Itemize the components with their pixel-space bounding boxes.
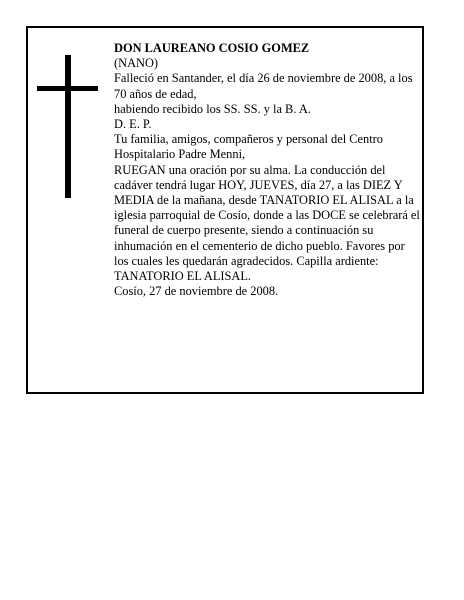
funeral-details: RUEGAN una oración por su alma. La conducción del cadáver tendrá lugar HOY, JUEVES, día 27, a las DIEZ Y MEDIA de la mañana, desde TANATORIO EL ALISAL a la iglesia parroquial de Cosío, donde a las DOCE se celebrará el funeral de cuerpo presente, siendo a continuación su inhumación en el cementerio de dicho pueblo. Favores por los cuales les quedarán agradecidos. Capilla ardiente: TANATORIO EL ALISAL. [114, 162, 420, 284]
sacraments-line: habiendo recibido los SS. SS. y la B. A. [114, 101, 311, 116]
death-details: Falleció en Santander, el día 26 de noviembre de 2008, a los 70 años de edad, [114, 71, 413, 101]
place-date: Cosío, 27 de noviembre de 2008. [114, 284, 279, 299]
obituary-text [114, 41, 422, 299]
cross-vertical-bar [65, 55, 71, 198]
rip-line: D. E. P. [114, 117, 152, 132]
family-line: Tu familia, amigos, compañeros y personal del Centro Hospitalario Padre Menni, [114, 132, 383, 162]
cross-horizontal-bar [37, 86, 98, 91]
deceased-nickname: (NANO) [114, 56, 159, 71]
deceased-name: DON LAUREANO COSIO GOMEZ [114, 41, 310, 55]
obituary-notice [26, 26, 424, 394]
